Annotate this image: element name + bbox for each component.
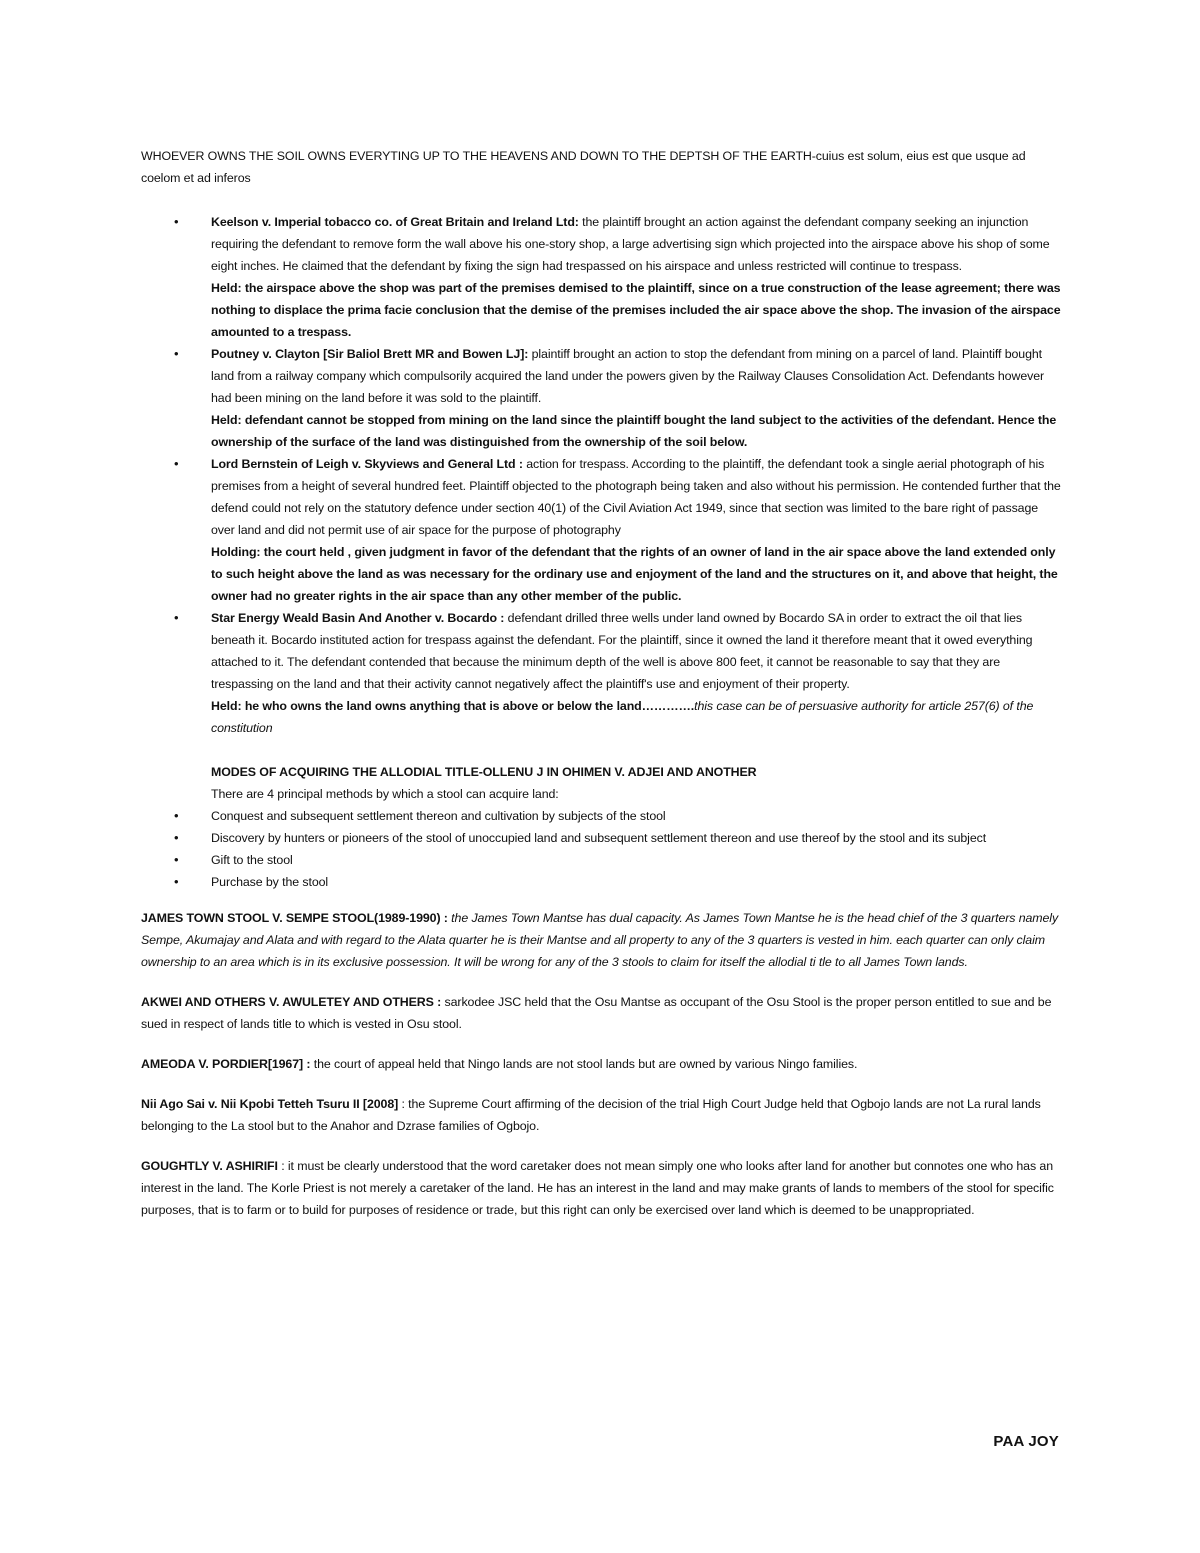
cases-bullet-list [141,211,1061,739]
spacer [141,1075,1061,1093]
footer-author: PAA JOY [993,1433,1059,1450]
case-facts: plaintiff brought an action to stop the defendant from mining on a parcel of land. Plaintiff bought land from a railway company which compulsorily acquired the land under the powers given by the Railway Clauses Consolidation Act. Defendants however had been mining on the land before it was sold to the plaintiff. [211,347,1045,405]
spacer [141,893,1061,907]
case-paragraph-goughtly [141,1155,1061,1221]
case-held-line [211,695,1061,739]
case-title: Poutney v. Clayton [Sir Baliol Brett MR and Bowen LJ]: [211,347,529,361]
modes-item: • Gift to the stool [141,849,1061,871]
modes-heading: MODES OF ACQUIRING THE ALLODIAL TITLE-OLLENU J IN OHIMEN V. ADJEI AND ANOTHER [211,765,757,779]
case-title: AMEODA V. PORDIER[1967] : [141,1057,311,1071]
modes-list [141,805,1061,893]
case-text: : it must be clearly understood that the word caretaker does not mean simply one who looks after land for another but connotes one who has an interest in the land. The Korle Priest is not merely a caretaker of the land. He has an interest in the land and may make grants of lands to members of the stool for specific purposes, that is to farm or to build for purposes of residence or trade, but this right can only be exercised over land which is deemed to be unappropriated. [141,1159,1054,1217]
spacer [141,189,1061,211]
case-paragraph-james-town [141,907,1061,973]
heading-latin: -cuius est solum, eius est que usque ad coelom et ad inferos [141,149,1026,185]
heading-caps: WHOEVER OWNS THE SOIL OWNS EVERYTING UP TO THE HEAVENS AND DOWN TO THE DEPTSH OF THE EARTH [141,149,812,163]
spacer [141,739,1061,761]
spacer [141,1137,1061,1155]
case-item-star-energy [141,607,1061,739]
case-facts: action for trespass. According to the plaintiff, the defendant took a single aerial photograph of his premises from a height of several hundred feet. Plaintiff objected to the photograph being taken and also without his permission. He contended further that the defend could not rely on the statutory defence under section 40(1) of the Civil Aviation Act 1949, since that section was limited to the bare right of passage over land and did not permit use of air space for the purpose of photography [211,457,1061,537]
case-text: sarkodee JSC held that the Osu Mantse as occupant of the Osu Stool is the proper person entitled to sue and be sued in respect of lands title to which is vested in Osu stool. [141,995,1052,1031]
modes-intro: There are 4 principal methods by which a stool can acquire land: [211,787,559,801]
case-title: JAMES TOWN STOOL V. SEMPE STOOL(1989-1990) : [141,911,448,925]
case-held: Held: the airspace above the shop was part of the premises demised to the plaintiff, since on a true construction of the lease agreement; there was nothing to displace the prima facie conclusion that the demise of the premises included the air space above the shop. The invasion of the airspace amounted to a trespass. [211,281,1061,339]
case-paragraph-nii-ago-sai [141,1093,1061,1137]
spacer [141,973,1061,991]
case-text: : the Supreme Court affirming of the decision of the trial High Court Judge held that Ogbojo lands are not La rural lands belonging to the La stool but to the Anahor and Dzrase families of Ogbojo. [141,1097,1041,1133]
case-paragraph-akwei [141,991,1061,1035]
case-item-bernstein [141,453,1061,607]
document-heading [141,145,1061,189]
case-text: the court of appeal held that Ningo lands are not stool lands but are owned by various Ningo families. [310,1057,858,1071]
case-title: Keelson v. Imperial tobacco co. of Great Britain and Ireland Ltd: [211,215,579,229]
case-held: Held: defendant cannot be stopped from mining on the land since the plaintiff bought the land subject to the activities of the defendant. Hence the ownership of the surface of the land was distinguished from the ownership of the soil below. [211,413,1057,449]
case-text: the James Town Mantse has dual capacity. As James Town Mantse he is the head chief of the 3 quarters namely Sempe, Akumajay and Alata and with regard to the Alata quarter he is their Mantse and all property to any of the 3 quarters is vested in him. each quarter can only claim ownership to an area which is in its exclusive possession. It will be wrong for any of the 3 stools to claim for itself the allodial ti tle to all James Town lands. [141,911,1059,969]
case-title: Nii Ago Sai v. Nii Kpobi Tetteh Tsuru II [2008] [141,1097,399,1111]
case-item-poutney [141,343,1061,453]
case-title: GOUGHTLY V. ASHIRIFI [141,1159,278,1173]
case-title: Lord Bernstein of Leigh v. Skyviews and General Ltd : [211,457,523,471]
modes-item: • Purchase by the stool [141,871,1061,893]
case-facts: defendant drilled three wells under land owned by Bocardo SA in order to extract the oil that lies beneath it. Bocardo instituted action for trespass against the defendant. For the plaintiff, since it owned the land it therefore meant that it owed everything attached to it. The defendant contended that because the minimum depth of the well is above 800 feet, it cannot be reasonable to say that they are trespassing on the land and that their activity cannot negatively affect the plaintiff's use and enjoyment of their property. [211,611,1033,691]
case-item-keelson [141,211,1061,343]
case-held: Held: he who owns the land owns anything that is above or below the land…………. [211,699,695,713]
case-paragraph-ameoda [141,1053,1061,1075]
modes-item: • Conquest and subsequent settlement thereon and cultivation by subjects of the stool [141,805,1061,827]
modes-item: • Discovery by hunters or pioneers of the stool of unoccupied land and subsequent settlement thereon and use thereof by the stool and its subject [141,827,1061,849]
case-facts: the plaintiff brought an action against the defendant company seeking an injunction requiring the defendant to remove form the wall above his one-story shop, a large advertising sign which projected into the airspace above his shop of some eight inches. He claimed that the defendant by fixing the sign had trespassed on his airspace and unless restricted will continue to trespass. [211,215,1050,273]
spacer [141,1035,1061,1053]
case-held-note: this case can be of persuasive authority for article 257(6) of the constitution [211,699,1034,735]
case-held: Holding: the court held , given judgment in favor of the defendant that the rights of an owner of land in the air space above the land extended only to such height above the land as was necessary for the ordinary use and enjoyment of the land and the structures on it, and above that height, the owner had no greater rights in the air space than any other member of the public. [211,545,1058,603]
case-title: Star Energy Weald Basin And Another v. Bocardo : [211,611,505,625]
case-title: AKWEI AND OTHERS V. AWULETEY AND OTHERS : [141,995,442,1009]
document-page [141,145,1061,1221]
